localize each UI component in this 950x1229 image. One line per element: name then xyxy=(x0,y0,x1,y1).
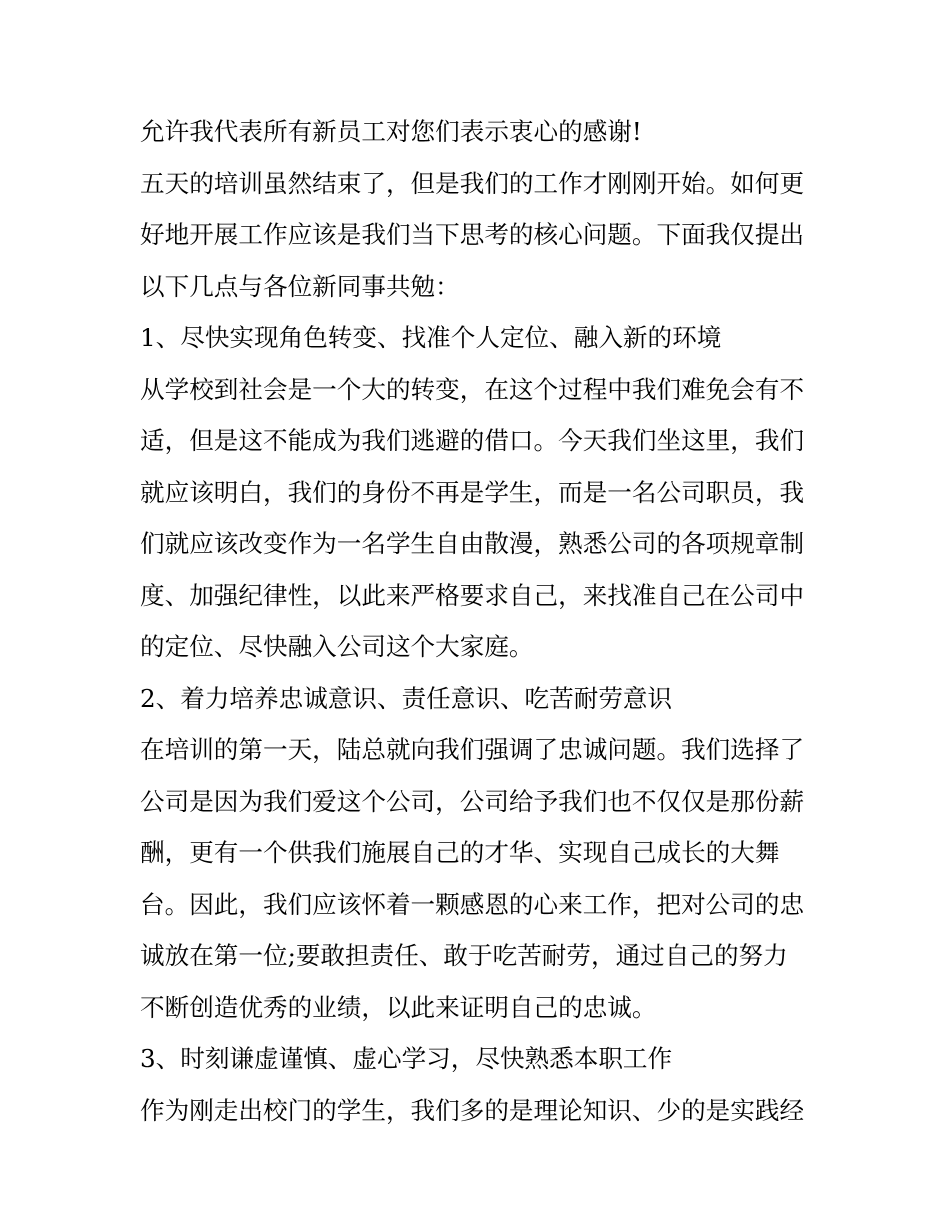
text-line: 以下几点与各位新同事共勉： xyxy=(140,271,460,301)
text-line: 台。因此，我们应该怀着一颗感恩的心来工作，把对公司的忠 xyxy=(140,889,805,919)
text-line: 的定位、尽快融入公司这个大家庭。 xyxy=(140,632,534,661)
text-line: 酬，更有一个供我们施展自己的才华、实现自己成长的大舞 xyxy=(140,838,780,867)
text-line: 公司是因为我们爱这个公司，公司给予我们也不仅仅是那份薪 xyxy=(140,786,805,816)
text-line: 诚放在第一位;要敢担责任、敢于吃苦耐劳，通过自己的努力 xyxy=(140,941,788,970)
text-line: 从学校到社会是一个大的转变，在这个过程中我们难免会有不 xyxy=(140,374,805,404)
text-line: 度、加强纪律性，以此来严格要求自己，来找准自己在公司中 xyxy=(140,580,805,610)
section-heading: 2、着力培养忠诚意识、责任意识、吃苦耐劳意识 xyxy=(140,683,673,713)
document-body xyxy=(140,106,815,1136)
text-line: 在培训的第一天，陆总就向我们强调了忠诚问题。我们选择了 xyxy=(140,735,805,764)
text-line: 们就应该改变作为一名学生自由散漫，熟悉公司的各项规章制 xyxy=(140,529,805,558)
section-heading: 1、尽快实现角色转变、找准个人定位、融入新的环境 xyxy=(140,323,722,352)
text-line: 五天的培训虽然结束了，但是我们的工作才刚刚开始。如何更 xyxy=(140,168,805,198)
text-line: 允许我代表所有新员工对您们表示衷心的感谢! xyxy=(140,117,642,146)
text-line: 不断创造优秀的业绩，以此来证明自己的忠诚。 xyxy=(140,992,657,1022)
section-heading: 3、时刻谦虚谨慎、虚心学习，尽快熟悉本职工作 xyxy=(140,1044,673,1073)
text-line: 好地开展工作应该是我们当下思考的核心问题。下面我仅提出 xyxy=(140,220,805,249)
text-line: 就应该明白，我们的身份不再是学生，而是一名公司职员，我 xyxy=(140,477,805,507)
text-line: 作为刚走出校门的学生，我们多的是理论知识、少的是实践经 xyxy=(140,1095,805,1125)
text-line: 适，但是这不能成为我们逃避的借口。今天我们坐这里，我们 xyxy=(140,426,805,455)
